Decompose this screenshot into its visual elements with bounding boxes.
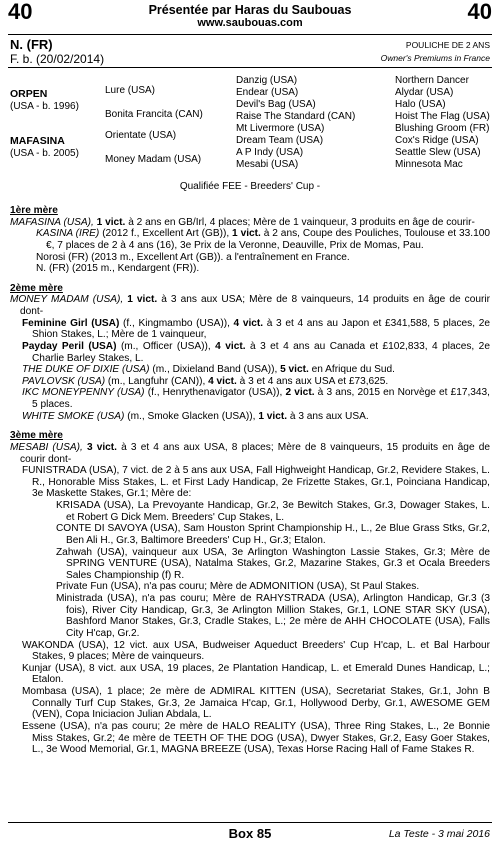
second-dam-produce-3: THE DUKE OF DIXIE (USA) (m., Dixieland Band (USA)), 5 vict. en Afrique du Sud. [22,364,395,376]
lot-number-right: 40 [467,0,492,24]
second-dam-produce-6: WHITE SMOKE (USA) (m., Smoke Glacken (USA)), 1 vict. à 3 ans aux USA. [22,410,369,422]
section-second-dam: 2ème mère [10,282,63,294]
second-dam-produce-2: Payday Peril (USA) (m., Officer (USA)), 4 vict. à 3 et 4 ans au Canada et £102,833, 4 places, 2e Charlie Barley Stakes, L. [22,340,490,364]
pedigree-gen4-7: Seattle Slew (USA) [395,147,481,158]
third-dam-conte-di-savoya: CONTE DI SAVOYA (USA), Sam Houston Sprint Championship H., L., 2e Blue Grass Stks, Gr.2, Ben Ali H., Gr.3, Baltimore Breeders' Cup H., Gr.3; Etalon. [56,523,490,546]
produce-record [10,205,490,756]
third-dam-intro: MESABI (USA), 3 vict. à 3 et 4 ans aux USA, 8 places; Mère de 8 vainqueurs, 15 produits en âge de courir dont- [10,441,490,465]
pedigree-sire-info: (USA - b. 1996) [10,101,79,112]
first-dam-intro: MAFASINA (USA), 1 vict. à 2 ans en GB/Irl, 4 places; Mère de 1 vainqueur, 3 produits en âge de courir- [10,216,475,228]
pedigree-rule [8,67,492,68]
pedigree-gen2-3: Orientate (USA) [105,130,177,141]
box-number: Box 85 [228,826,272,841]
third-dam-essene: Essene (USA), n'a pas couru; 2e mère de HALO REALITY (USA), Three Ring Stakes, L., 2e Bonnie Miss Stakes, Gr.2; 4e mère de TEETH OF THE DOG (USA), Dwyer Stakes, Gr.2, Easy Goer Stakes, L., 3e Wood Memorial, Gr.1, MAGNA BREEZE (USA), Texas Horse Racing Hall of Fame Stakes R. [22,720,490,756]
first-dam-produce-1: KASINA (IRE) (2012 f., Excellent Art (GB)), 1 vict. à 2 ans, Coupe des Pouliches, Toulouse et 33.100 €, 7 places de 2 à 4 ans (16), 3e Prix de la Veronne, Deauville, Prix de Momas, Pau. [36,228,490,251]
first-dam-produce-2: Norosi (FR) (2013 m., Excellent Art (GB)). a l'entraînement en France. [36,251,350,263]
pedigree-gen3-3: Devil's Bag (USA) [236,99,316,110]
pedigree-gen4-8: Minnesota Mac [395,159,463,170]
pedigree-gen4-1: Northern Dancer [395,75,469,86]
horse-name: N. (FR) [10,37,53,52]
pedigree-gen4-3: Halo (USA) [395,99,446,110]
pedigree-gen3-1: Danzig (USA) [236,75,298,86]
consignor-title: Présentée par Haras du Saubouas [148,3,352,17]
footer-rule [8,822,492,823]
horse-premium: Owner's Premiums in France [380,53,490,63]
pedigree-gen3-7: A P Indy (USA) [236,147,304,158]
pedigree-gen3-2: Endear (USA) [236,87,299,98]
second-dam-produce-4: PAVLOVSK (USA) (m., Langfuhr (CAN)), 4 vict. à 3 et 4 ans aux USA et £73,625. [22,375,389,387]
second-dam-produce-5: IKC MONEYPENNY (USA) (f., Henrythenavigator (USA)), 2 vict. à 3 ans, 2015 en Norvège et £17,343, 5 places. [22,387,490,410]
horse-birth: F. b. (20/02/2014) [10,52,105,66]
third-dam-funistrada: FUNISTRADA (USA), 7 vict. de 2 à 5 ans aux USA, Fall Highweight Handicap, Gr.2, Revidere Stakes, L. R., Honorable Miss Stakes, L. et First Lady Handicap, 2e Frizette Stakes, Gr.1, Poinciana Handicap, 3e Maskette Stakes, Gr.1; Mère de: [22,465,490,500]
third-dam-kunjar: Kunjar (USA), 8 vict. aux USA, 19 places, 2e Plantation Handicap, L. et Emerald Dunes Handicap, L.; Etalon. [22,662,490,686]
pedigree-gen4-6: Cox's Ridge (USA) [395,135,479,146]
consignor-website: www.saubouas.com [197,17,303,29]
third-dam-wakonda: WAKONDA (USA), 12 vict. aux USA, Budweiser Aqueduct Breeders' Cup H'cap, L. et Bal Harbour Stakes, 9 places; Mère de vainqueurs. [22,639,490,663]
second-dam-intro: MONEY MADAM (USA), 1 vict. à 3 ans aux USA; Mère de 8 vainqueurs, 14 produits en âge de courir dont- [10,294,490,317]
third-dam-krisada: KRISADA (USA), La Prevoyante Handicap, Gr.2, 3e Bewitch Stakes, Gr.3, Dowager Stakes, L. et Robert G Dick Mem. Breeders' Cup Stakes, L. [56,500,490,523]
third-dam-zahwah: Zahwah (USA), vainqueur aux USA, 3e Arlington Washington Lassie Stakes, Gr.3; Mère de SPRING VENTURE (USA), Natalma Stakes, Gr.2, Mazarine Stakes, Gr.3 et Ocala Breeders Sales Championship (f) R. [56,546,490,581]
first-dam-produce-3: N. (FR) (2015 m., Kendargent (FR)). [36,263,200,275]
pedigree-sire: ORPEN [10,88,48,100]
pedigree-gen3-6: Dream Team (USA) [236,135,324,146]
qualification-line: Qualifiée FEE - Breeders' Cup - [179,181,321,192]
third-dam-private-fun: Private Fun (USA), n'a pas couru; Mère de ADMONITION (USA), St Paul Stakes. [56,581,420,593]
lot-number-left: 40 [8,0,33,24]
pedigree-gen4-2: Alydar (USA) [395,87,454,98]
pedigree-gen3-5: Mt Livermore (USA) [236,123,325,134]
pedigree-dam-info: (USA - b. 2005) [10,148,79,159]
sale-place-date: La Teste - 3 mai 2016 [388,828,490,840]
pedigree-gen2-1: Lure (USA) [105,85,156,96]
pedigree-dam: MAFASINA [10,135,65,147]
third-dam-mombasa: Mombasa (USA), 1 place; 2e mère de ADMIRAL KITTEN (USA), Secretariat Stakes, Gr.1, John B Connally Turf Cup Stakes, Gr.3, 2e Jamaica H'cap, Gr.1, Hollywood Derby, Gr.1, AWESOME GEM (VEN), Copa Iniciacion Julian Abdala, L. [22,686,490,721]
pedigree-gen3-8: Mesabi (USA) [236,159,299,170]
pedigree-gen4-5: Blushing Groom (FR) [395,123,490,134]
section-third-dam: 3ème mère [10,430,63,442]
horse-class: POULICHE DE 2 ANS [405,40,490,50]
second-dam-produce-1: Feminine Girl (USA) (f., Kingmambo (USA)), 4 vict. à 3 et 4 ans au Japon et £341,588, 5 places, 2e Shion Stakes, L.; Mère de 1 vainqueur, [22,317,490,341]
header-rule [8,34,492,35]
third-dam-ministrada: Ministrada (USA), n'a pas couru; Mère de RAHYSTRADA (USA), Arlington Handicap, Gr.3 (3 fois), River City Handicap, Gr.3, 3e Arlington Million Stakes, Gr.1, LONE STAR SKY (USA), Bashford Manor Stakes, Gr.3, Cradle Stakes, L.; 2e mère de AHH CHOCOLATE (USA), Falls City H'cap, Gr.2. [56,593,490,639]
pedigree-gen4-4: Hoist The Flag (USA) [395,111,490,122]
pedigree-gen2-4: Money Madam (USA) [105,154,202,165]
section-first-dam: 1ère mère [10,205,58,216]
pedigree-gen3-4: Raise The Standard (CAN) [236,111,356,122]
pedigree-gen2-2: Bonita Francita (CAN) [105,109,203,120]
